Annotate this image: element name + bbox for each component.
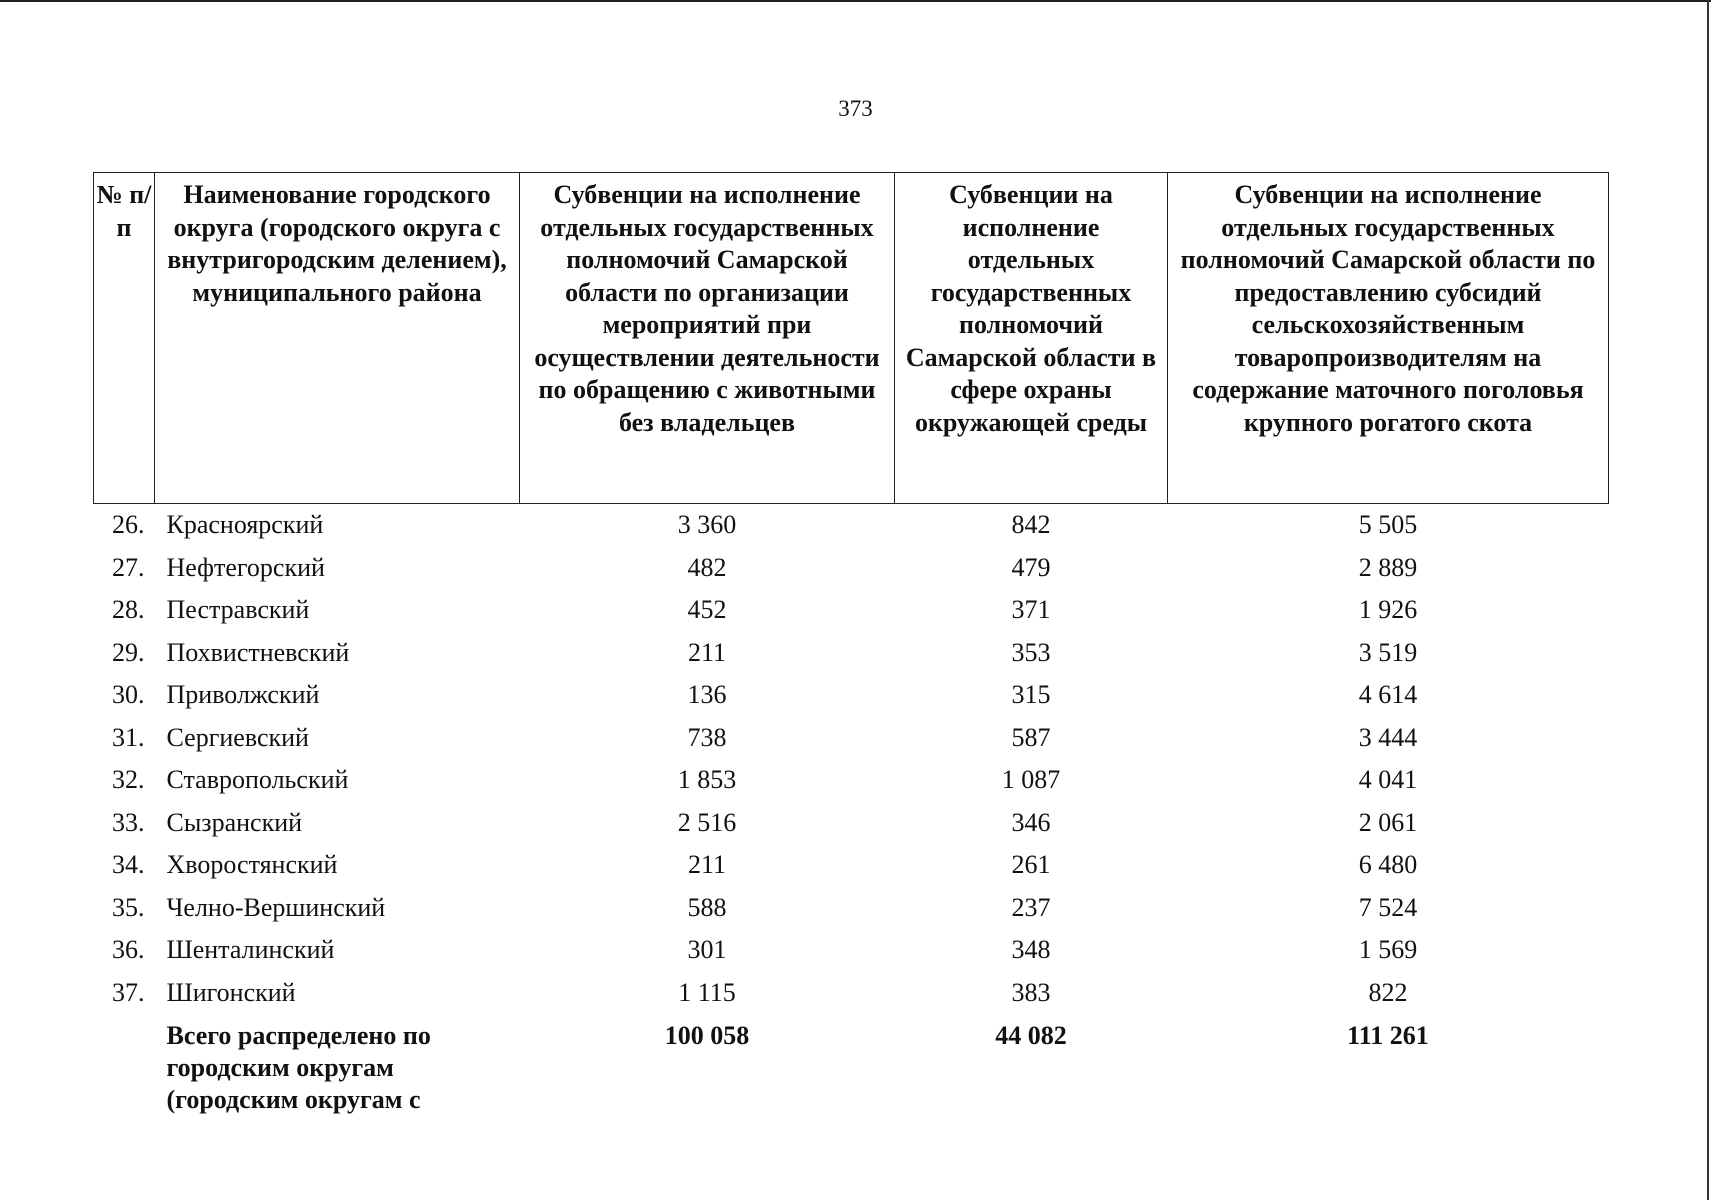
cattle-subvention-value: 2 889: [1358, 552, 1418, 582]
environment-subvention-value: 346: [1011, 807, 1051, 837]
page-number: 373: [838, 96, 873, 121]
district-name: Сызранский: [166, 807, 303, 837]
row-number: 31.: [112, 722, 145, 752]
animals-subvention-value: 588: [687, 892, 727, 922]
row-number: 26.: [112, 510, 145, 540]
header-district-name: Наименование городского округа (городского округа с внутригородским делением), муниципального района: [155, 173, 520, 504]
cattle-subvention-value: 1 569: [1358, 935, 1418, 965]
header-cattle-subvention: Субвенции на исполнение отдельных государственных полномочий Самарской области по предоставлению субсидий сельскохозяйственным товаропроизводителям на содержание маточного поголовья крупного рогатого скота: [1168, 173, 1609, 504]
table-header: [94, 173, 1609, 504]
environment-subvention-value: 315: [1011, 680, 1051, 710]
cattle-subvention-value: 2 061: [1358, 807, 1418, 837]
animals-subvention-value: 211: [687, 637, 727, 667]
table-row: [94, 589, 1609, 632]
row-number: 27.: [112, 552, 145, 582]
environment-subvention-value: 842: [1011, 510, 1051, 540]
animals-subvention-value: 211: [687, 850, 727, 880]
district-name: Шенталинский: [166, 935, 335, 965]
district-name: Сергиевский: [166, 722, 309, 752]
animals-subvention-value: 301: [687, 935, 727, 965]
cattle-subvention-value: 822: [1368, 977, 1408, 1007]
row-number: 35.: [112, 892, 145, 922]
row-number: 36.: [112, 935, 145, 965]
row-number: 33.: [112, 807, 145, 837]
animals-subvention-value: 1 115: [678, 977, 736, 1007]
animals-subvention-value: 482: [687, 552, 727, 582]
environment-subvention-value: 353: [1011, 637, 1051, 667]
table-row: [94, 759, 1609, 802]
cattle-subvention-value: 3 519: [1358, 637, 1418, 667]
cattle-subvention-value: 4 041: [1358, 765, 1418, 795]
cattle-subvention-value: 1 926: [1358, 595, 1418, 625]
animals-subvention-value: 3 360: [677, 510, 737, 540]
animals-subvention-value: 2 516: [677, 807, 737, 837]
row-number: 29.: [112, 637, 145, 667]
table-row: [94, 802, 1609, 845]
row-number: 34.: [112, 850, 145, 880]
animals-subvention-value: 452: [687, 595, 727, 625]
table-row: [94, 887, 1609, 930]
cattle-subvention-value: 5 505: [1358, 510, 1418, 540]
cattle-subvention-value: 3 444: [1358, 722, 1418, 752]
table-row: [94, 929, 1609, 972]
total-cattle-subvention: 111 261: [1347, 1021, 1429, 1050]
environment-subvention-value: 587: [1011, 722, 1051, 752]
total-number-cell: [94, 1014, 155, 1116]
district-name: Нефтегорский: [166, 552, 325, 582]
row-number: 30.: [112, 680, 145, 710]
row-number: 32.: [112, 765, 145, 795]
header-number: № п/п: [94, 173, 155, 504]
environment-subvention-value: 383: [1011, 977, 1051, 1007]
environment-subvention-value: 479: [1011, 552, 1051, 582]
district-name: Ставропольский: [166, 765, 349, 795]
total-environment-subvention: 44 082: [995, 1021, 1067, 1050]
table-row: [94, 504, 1609, 547]
environment-subvention-value: 348: [1011, 935, 1051, 965]
animals-subvention-value: 1 853: [677, 765, 737, 795]
total-row: [94, 1014, 1609, 1116]
subventions-table: [93, 172, 1609, 1116]
animals-subvention-value: 738: [687, 722, 727, 752]
environment-subvention-value: 1 087: [1001, 765, 1061, 795]
district-name: Челно-Вершинский: [166, 892, 386, 922]
scan-right-border: [1707, 0, 1709, 1200]
district-name: Похвистневский: [166, 637, 350, 667]
table-row: [94, 844, 1609, 887]
table-row: [94, 674, 1609, 717]
scan-top-border: [0, 0, 1711, 2]
district-name: Шигонский: [166, 977, 296, 1007]
district-name: Красноярский: [166, 510, 324, 540]
row-number: 37.: [112, 977, 145, 1007]
district-name: Приволжский: [166, 680, 320, 710]
table-row: [94, 972, 1609, 1015]
table-row: [94, 547, 1609, 590]
environment-subvention-value: 261: [1011, 850, 1051, 880]
environment-subvention-value: 371: [1011, 595, 1051, 625]
table-row: [94, 632, 1609, 675]
table-row: [94, 717, 1609, 760]
district-name: Пестравский: [166, 595, 310, 625]
table-body: [94, 504, 1609, 1117]
total-label: Всего распределено по городским округам (городским округам с: [166, 1021, 431, 1114]
cattle-subvention-value: 6 480: [1358, 850, 1418, 880]
cattle-subvention-value: 7 524: [1358, 892, 1418, 922]
cattle-subvention-value: 4 614: [1358, 680, 1418, 710]
district-name: Хворостянский: [166, 850, 338, 880]
row-number: 28.: [112, 595, 145, 625]
header-animals-subvention: Субвенции на исполнение отдельных государственных полномочий Самарской области по организации мероприятий при осуществлении деятельности по обращению с животными без владельцев: [520, 173, 895, 504]
animals-subvention-value: 136: [687, 680, 727, 710]
environment-subvention-value: 237: [1011, 892, 1051, 922]
total-animals-subvention: 100 058: [664, 1021, 750, 1050]
header-environment-subvention: Субвенции на исполнение отдельных государственных полномочий Самарской области в сфере охраны окружающей среды: [895, 173, 1168, 504]
